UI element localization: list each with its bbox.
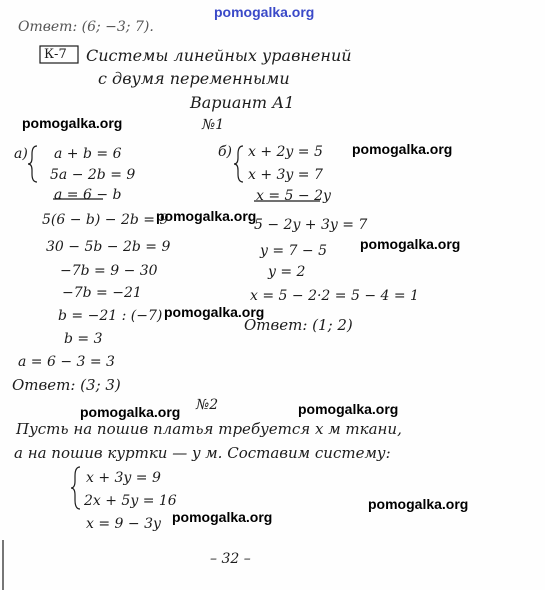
problem-2-number: №2 (196, 397, 219, 413)
title-line-2: с двумя переменными (98, 69, 290, 88)
page-number: – 32 – (210, 551, 251, 567)
part-b-step-2: 5 − 2y + 3y = 7 (254, 217, 368, 233)
watermark-3: pomogalka.org (156, 208, 257, 224)
watermark-6: pomogalka.org (80, 404, 181, 420)
watermark-1: pomogalka.org (22, 115, 123, 131)
watermark-7: pomogalka.org (298, 401, 399, 417)
problem-1-number: №1 (202, 117, 225, 133)
problem-2-eq-2: 2x + 5y = 16 (84, 493, 177, 509)
part-a-step-6: b = −21 : (−7) (58, 308, 163, 324)
variant-label: Вариант А1 (190, 93, 295, 112)
part-a-step-4: −7b = 9 − 30 (60, 263, 158, 279)
problem-2-step-1: x = 9 − 3y (86, 516, 161, 532)
title-label: К-7 (44, 47, 67, 62)
part-b-eq-2: x + 3y = 7 (248, 167, 323, 183)
part-a-eq-1: a + b = 6 (54, 146, 122, 162)
part-a-eq-2: 5a − 2b = 9 (50, 167, 136, 183)
part-b-eq-1: x + 2y = 5 (248, 144, 323, 160)
part-a-step-3: 30 − 5b − 2b = 9 (46, 239, 171, 255)
part-b-answer: Ответ: (1; 2) (244, 316, 353, 334)
watermark-4: pomogalka.org (360, 236, 461, 252)
part-a-label: а) (14, 146, 28, 162)
part-a-step-2: 5(6 − b) − 2b = 9 (42, 212, 169, 228)
watermark-8: pomogalka.org (368, 496, 469, 512)
part-b-step-4: y = 2 (268, 264, 306, 280)
header-cut-answer: Ответ: (6; −3; 7). (18, 19, 154, 35)
brace-2 (71, 467, 80, 509)
part-a-step-7: b = 3 (64, 331, 103, 347)
part-b-step-3: y = 7 − 5 (260, 243, 327, 259)
part-a-answer: Ответ: (3; 3) (12, 376, 121, 394)
title-line-1: Системы линейных уравнений (86, 46, 352, 65)
problem-2-text-1: Пусть на пошив платья требуется x м ткани, (16, 420, 402, 438)
part-a-step-5: −7b = −21 (62, 285, 142, 301)
watermark-2: pomogalka.org (352, 141, 453, 157)
part-b-step-5: x = 5 − 2·2 = 5 − 4 = 1 (250, 288, 419, 304)
part-a-step-8: a = 6 − 3 = 3 (18, 354, 115, 370)
watermark-top: pomogalka.org (214, 4, 315, 20)
watermark-9: pomogalka.org (172, 509, 273, 525)
part-b-label: б) (218, 144, 233, 160)
problem-2-text-2: а на пошив куртки — y м. Составим систему: (14, 444, 391, 462)
part-b-step-1: x = 5 − 2y (256, 188, 331, 204)
problem-2-eq-1: x + 3y = 9 (86, 470, 161, 486)
part-a-step-1: a = 6 − b (54, 187, 122, 203)
watermark-5: pomogalka.org (164, 304, 265, 320)
brace-1a (28, 146, 37, 182)
brace-1b (234, 146, 243, 182)
